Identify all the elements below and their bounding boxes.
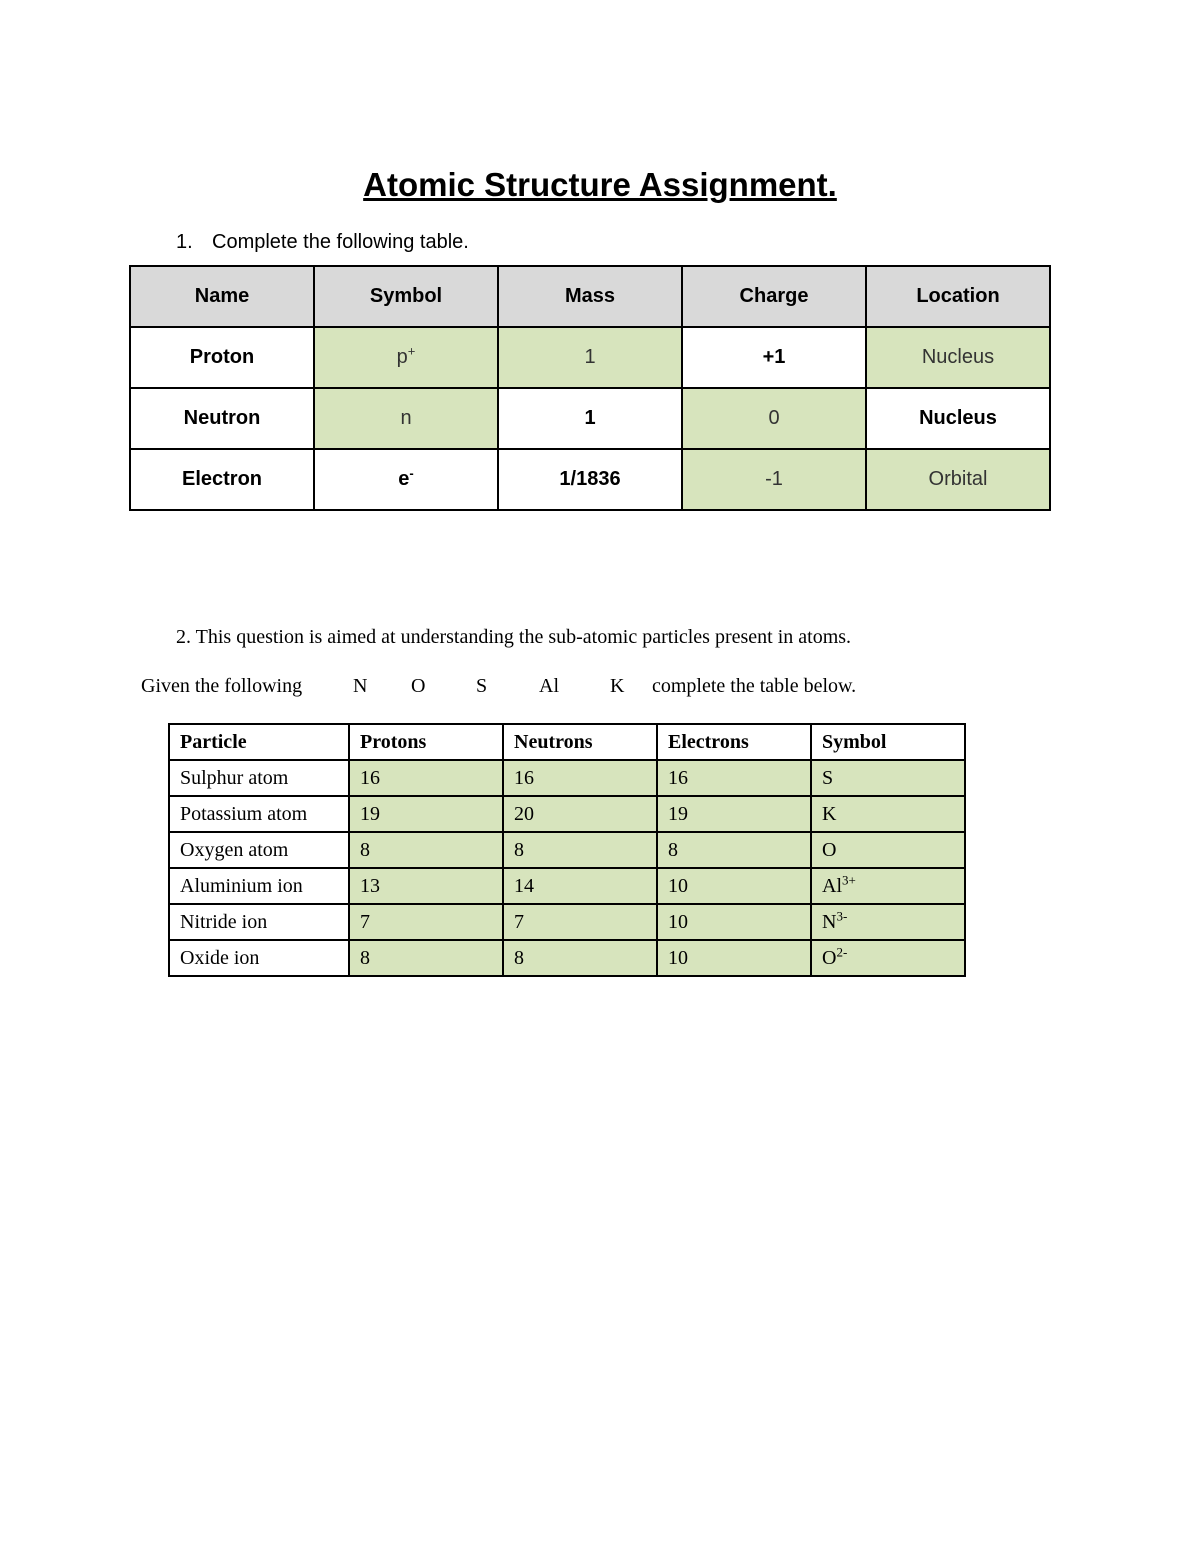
symbol-text: n — [400, 407, 412, 429]
cell-name: Electron — [130, 449, 314, 510]
cell-particle: Oxide ion — [169, 940, 349, 976]
cell-name: Proton — [130, 327, 314, 388]
cell-protons: 8 — [349, 940, 503, 976]
header-neutrons: Neutrons — [503, 724, 657, 760]
cell-mass: 1 — [498, 388, 682, 449]
table-row — [169, 760, 965, 796]
table-row — [169, 796, 965, 832]
cell-charge: +1 — [682, 327, 866, 388]
table-header-row — [130, 266, 1050, 327]
element-symbol: K — [610, 675, 625, 697]
symbol-text: O — [822, 946, 837, 969]
symbol-charge: - — [409, 465, 414, 481]
element-symbol: O — [411, 675, 426, 697]
symbol-text: e — [398, 468, 410, 490]
cell-neutrons: 7 — [503, 904, 657, 940]
cell-symbol — [811, 796, 965, 832]
table-row — [169, 832, 965, 868]
cell-electrons: 10 — [657, 904, 811, 940]
cell-protons: 19 — [349, 796, 503, 832]
symbol-text: Al — [822, 874, 842, 897]
cell-location: Nucleus — [866, 327, 1050, 388]
question-1-number: 1. — [176, 231, 193, 253]
header-name: Name — [130, 266, 314, 327]
cell-electrons: 19 — [657, 796, 811, 832]
cell-neutrons: 20 — [503, 796, 657, 832]
symbol-text: O — [822, 838, 837, 861]
subatomic-particles-table — [168, 723, 966, 977]
header-location: Location — [866, 266, 1050, 327]
symbol-charge: + — [407, 343, 416, 359]
header-mass: Mass — [498, 266, 682, 327]
header-charge: Charge — [682, 266, 866, 327]
symbol-text: K — [822, 802, 837, 825]
cell-particle: Sulphur atom — [169, 760, 349, 796]
symbol-text: p — [396, 346, 408, 368]
symbol-charge: 3- — [836, 907, 848, 923]
page-title: Atomic Structure Assignment. — [363, 166, 837, 203]
cell-electrons: 8 — [657, 832, 811, 868]
cell-electrons: 10 — [657, 868, 811, 904]
cell-neutrons: 8 — [503, 832, 657, 868]
given-suffix: complete the table below. — [652, 675, 857, 697]
cell-symbol — [314, 449, 498, 510]
table-row — [130, 388, 1050, 449]
cell-symbol — [811, 832, 965, 868]
cell-particle: Oxygen atom — [169, 832, 349, 868]
cell-electrons: 16 — [657, 760, 811, 796]
table-row — [169, 868, 965, 904]
cell-particle: Aluminium ion — [169, 868, 349, 904]
cell-particle: Nitride ion — [169, 904, 349, 940]
cell-symbol — [811, 940, 965, 976]
table-row — [169, 904, 965, 940]
cell-mass: 1 — [498, 327, 682, 388]
particle-properties-table — [129, 265, 1051, 511]
symbol-charge: 2- — [836, 943, 848, 959]
table-row — [130, 327, 1050, 388]
symbol-charge: 3+ — [842, 871, 856, 887]
cell-symbol — [811, 904, 965, 940]
cell-symbol — [811, 760, 965, 796]
header-symbol: Symbol — [811, 724, 965, 760]
cell-location: Orbital — [866, 449, 1050, 510]
header-electrons: Electrons — [657, 724, 811, 760]
given-prefix: Given the following — [141, 675, 303, 697]
cell-neutrons: 14 — [503, 868, 657, 904]
cell-protons: 8 — [349, 832, 503, 868]
header-particle: Particle — [169, 724, 349, 760]
cell-protons: 16 — [349, 760, 503, 796]
table-header-row — [169, 724, 965, 760]
cell-charge: -1 — [682, 449, 866, 510]
header-protons: Protons — [349, 724, 503, 760]
header-symbol: Symbol — [314, 266, 498, 327]
cell-neutrons: 16 — [503, 760, 657, 796]
cell-name: Neutron — [130, 388, 314, 449]
cell-mass: 1/1836 — [498, 449, 682, 510]
cell-electrons: 10 — [657, 940, 811, 976]
table-row — [169, 940, 965, 976]
table-row — [130, 449, 1050, 510]
question-1 — [176, 229, 469, 255]
question-2-text: 2. This question is aimed at understanding the sub-atomic particles present in atoms. — [176, 626, 852, 648]
cell-particle: Potassium atom — [169, 796, 349, 832]
element-symbol: S — [476, 675, 488, 697]
cell-charge: 0 — [682, 388, 866, 449]
symbol-text: S — [822, 766, 834, 789]
question-1-text: Complete the following table. — [212, 231, 469, 253]
cell-symbol — [314, 388, 498, 449]
cell-neutrons: 8 — [503, 940, 657, 976]
element-symbol: N — [353, 675, 368, 697]
symbol-text: N — [822, 910, 837, 933]
cell-location: Nucleus — [866, 388, 1050, 449]
cell-symbol — [811, 868, 965, 904]
element-symbol: Al — [539, 675, 559, 697]
cell-symbol — [314, 327, 498, 388]
cell-protons: 13 — [349, 868, 503, 904]
cell-protons: 7 — [349, 904, 503, 940]
